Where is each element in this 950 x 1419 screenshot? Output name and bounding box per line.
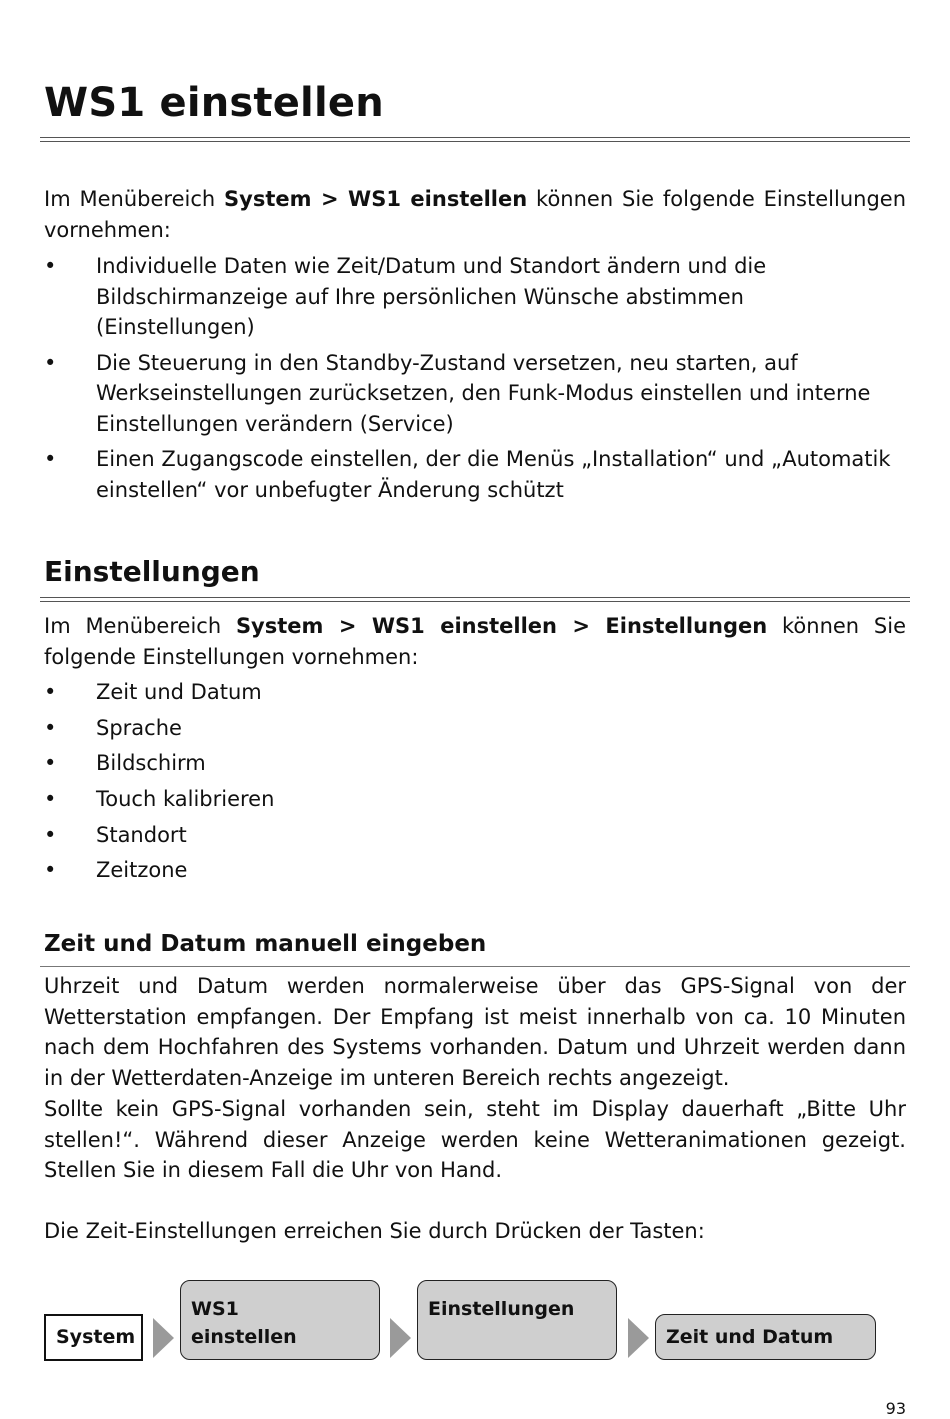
list-item [44, 784, 906, 815]
zeit-und-datum-key: Zeit und Datum [655, 1314, 876, 1360]
settings-text-pre: Im Menübereich [44, 614, 236, 638]
list-item-text: Zeitzone [96, 858, 188, 883]
settings-intro-paragraph [44, 611, 906, 672]
key-sequence [0, 1278, 950, 1368]
einstellungen-key: Einstellungen [417, 1280, 617, 1360]
bullet-icon: • [44, 751, 57, 776]
list-item [44, 677, 906, 708]
bullet-icon: • [44, 822, 57, 847]
gps-paragraph: Uhrzeit und Datum werden normalerweise über das GPS-Signal von der Wetterstation empfangen. Der Empfang ist meist innerhalb von ca. 10 Minuten nach dem Hochfahren des Systems vorhanden. Datum und Uhrzeit werden dann in der Wetterdaten-Anzeige im unteren Bereich rechts angezeigt. [44, 974, 906, 1090]
list-item [44, 713, 906, 744]
bullet-icon: • [44, 254, 57, 278]
list-item-text: Standort [96, 822, 187, 847]
subsection-divider [40, 966, 910, 967]
buttons-intro-paragraph: Die Zeit-Einstellungen erreichen Sie durch Drücken der Tasten: [44, 1219, 705, 1243]
list-item [44, 251, 906, 343]
settings-bullet-list [44, 677, 906, 891]
bullet-icon: • [44, 787, 57, 812]
list-item-text: Einen Zugangscode einstellen, der die Menüs „Installation“ und „Automatik einstellen“ vor unbefugter Änderung schützt [96, 447, 891, 502]
settings-menu-path: System > WS1 einstellen > Einstellungen [235, 614, 768, 638]
arrow-right-icon [628, 1318, 649, 1358]
intro-menu-path: System > WS1 einstellen [224, 187, 528, 211]
section-heading-einstellungen: Einstellungen [44, 555, 260, 588]
list-item [44, 748, 906, 779]
bullet-icon: • [44, 715, 57, 740]
list-item-text: Individuelle Daten wie Zeit/Datum und Standort ändern und die Bildschirmanzeige auf Ihre persönlichen Wünsche abstimmen (Einstellungen) [96, 254, 767, 339]
page-title: WS1 einstellen [44, 80, 384, 126]
no-signal-paragraph: Sollte kein GPS-Signal vorhanden sein, steht im Display dauerhaft „Bitte Uhr stellen!“. Während dieser Anzeige werden keine Wetteranimationen gezeigt. Stellen Sie in diesem Fall die Uhr von Hand. [44, 1097, 906, 1182]
list-item [44, 444, 906, 505]
list-item [44, 348, 906, 440]
list-item [44, 820, 906, 851]
arrow-right-icon [153, 1318, 174, 1358]
section-divider [40, 597, 910, 602]
title-divider [40, 137, 910, 142]
intro-bullet-list [44, 251, 906, 510]
bullet-icon: • [44, 350, 57, 375]
bullet-icon: • [44, 447, 57, 471]
intro-paragraph [44, 184, 906, 245]
list-item-text: Zeit und Datum [96, 680, 262, 704]
arrow-right-icon [390, 1318, 411, 1358]
intro-text-pre: Im Menübereich [44, 187, 225, 211]
list-item-text: Sprache [96, 715, 182, 740]
list-item-text: Touch kalibrieren [96, 787, 275, 812]
bullet-icon: • [44, 680, 57, 704]
list-item [44, 855, 906, 886]
subsection-heading-zeit-datum: Zeit und Datum manuell eingeben [44, 931, 487, 957]
ws1-key-line1: WS1 [191, 1298, 239, 1320]
bullet-icon: • [44, 858, 57, 883]
list-item-text: Bildschirm [96, 751, 206, 776]
page-number: 93 [885, 1399, 906, 1418]
list-item-text: Die Steuerung in den Standby-Zustand versetzen, neu starten, auf Werkseinstellungen zurücksetzen, den Funk-Modus einstellen und interne Einstellungen verändern (Service) [96, 350, 871, 436]
ws1-einstellen-key [180, 1280, 380, 1360]
ws1-key-line2: einstellen [191, 1326, 297, 1348]
settings-text-post: können Sie folgende Einstellungen vornehmen: [44, 614, 906, 669]
intro-text-post: können Sie folgende Einstellungen vornehmen: [44, 187, 906, 242]
system-key: System [44, 1314, 143, 1361]
